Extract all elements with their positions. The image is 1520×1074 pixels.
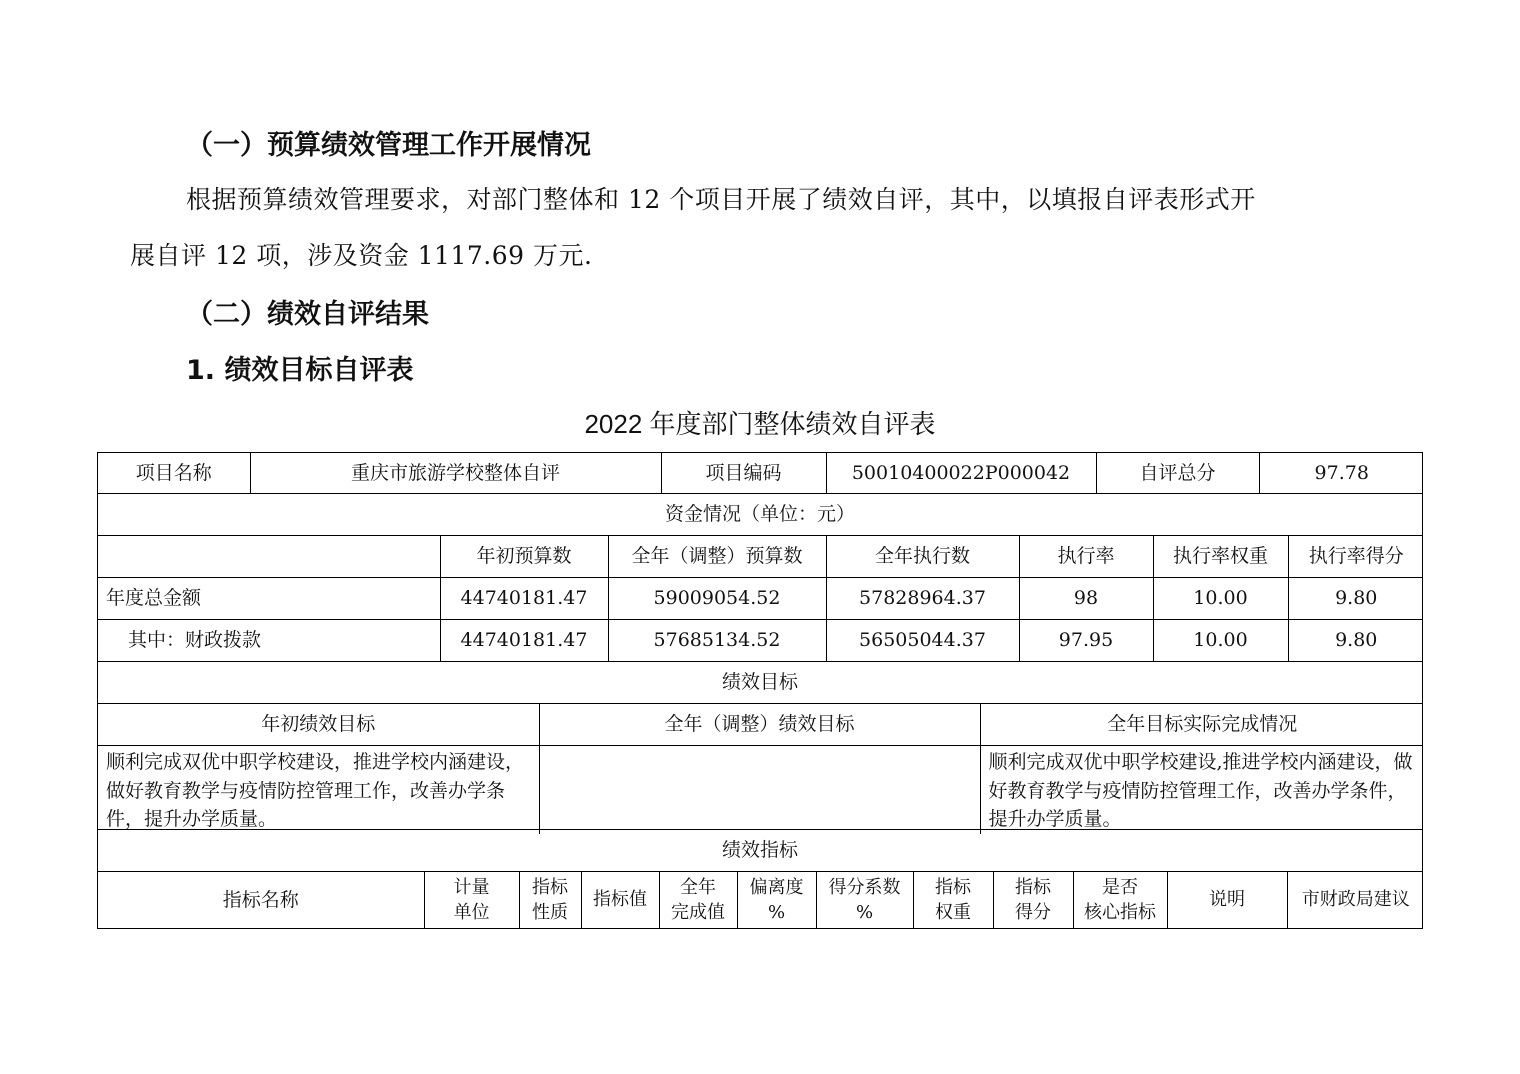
indicators-header: 绩效指标	[721, 839, 798, 862]
goal-adjusted-text	[539, 746, 980, 834]
section-heading-3: 1. 绩效目标自评表	[186, 355, 414, 386]
indicator-col-score	[993, 872, 1073, 928]
funds-row-label: 其中：财政拨款	[128, 629, 262, 652]
funds-col-initial-budget: 年初预算数	[440, 536, 608, 577]
goals-header: 绩效目标	[721, 671, 798, 694]
indicator-col-unit-line1: 计量	[453, 876, 490, 898]
funds-cell: 57828964.37	[826, 578, 1019, 619]
indicators-header-row	[97, 830, 1423, 872]
goals-content-row	[97, 746, 1423, 830]
section-heading-1: （一）预算绩效管理工作开展情况	[186, 130, 591, 161]
project-code-value: 50010400022P000042	[826, 453, 1096, 493]
funds-row-label: 年度总金额	[106, 587, 202, 610]
indicator-col-deviation-line2: %	[767, 902, 786, 923]
funds-cell: 59009054.52	[608, 578, 826, 619]
goal-actual-text: 顺利完成双优中职学校建设,推进学校内涵建设，做好教育教学与疫情防控管理工作，改善办学条件，提升办学质量。	[980, 746, 1424, 834]
indicator-columns-row	[97, 872, 1423, 929]
indicator-col-score-line2: 得分	[1015, 902, 1051, 923]
section-heading-2: （二）绩效自评结果	[186, 299, 429, 330]
table-row	[97, 578, 1423, 620]
funds-col-rate-weight: 执行率权重	[1153, 536, 1288, 577]
funds-cell: 10.00	[1153, 578, 1288, 619]
indicator-col-core-line2: 核心指标	[1084, 902, 1156, 923]
table-row	[97, 620, 1423, 662]
goals-col-actual: 全年目标实际完成情况	[980, 704, 1424, 745]
funds-col-empty	[98, 536, 440, 577]
funds-cell: 10.00	[1153, 620, 1288, 661]
funds-cell: 98	[1019, 578, 1153, 619]
project-code-label: 项目编码	[661, 453, 826, 493]
indicator-col-score-line1: 指标	[1015, 876, 1051, 898]
indicator-col-weight-line2: 权重	[935, 902, 971, 923]
funds-columns-row	[97, 536, 1423, 578]
funds-header-row	[97, 494, 1423, 536]
indicator-col-unit-line2: 单位	[453, 902, 490, 923]
indicator-col-suggestion: 市财政局建议	[1287, 872, 1424, 928]
project-info-row	[97, 452, 1423, 494]
paragraph-line-2: 展自评 12 项，涉及资金 1117.69 万元.	[130, 241, 593, 270]
funds-cell: 9.80	[1288, 620, 1424, 661]
indicator-col-value: 指标值	[581, 872, 659, 928]
indicator-col-weight	[913, 872, 993, 928]
funds-cell: 44740181.47	[440, 578, 608, 619]
goals-columns-row	[97, 704, 1423, 746]
funds-col-adjusted-budget: 全年（调整）预算数	[608, 536, 826, 577]
paragraph-line-1: 根据预算绩效管理要求，对部门整体和 12 个项目开展了绩效自评，其中，以填报自评表形式开	[186, 185, 1256, 214]
goals-header-row	[97, 662, 1423, 704]
indicator-col-done	[659, 872, 737, 928]
indicator-col-core-line1: 是否	[1102, 876, 1138, 898]
indicator-col-coefficient-line1: 得分系数	[828, 876, 901, 898]
indicator-col-deviation-line1: 偏离度	[749, 876, 804, 898]
funds-cell: 9.80	[1288, 578, 1424, 619]
funds-cell: 44740181.47	[440, 620, 608, 661]
table-title: 2022 年度部门整体绩效自评表	[584, 409, 936, 439]
indicator-col-core	[1073, 872, 1167, 928]
indicator-col-done-line2: 完成值	[671, 902, 725, 923]
goals-col-initial: 年初绩效目标	[261, 713, 376, 736]
indicator-col-name: 指标名称	[222, 888, 299, 911]
indicator-col-done-line1: 全年	[680, 876, 716, 898]
indicator-col-note: 说明	[1167, 872, 1287, 928]
project-name-label: 项目名称	[135, 461, 212, 484]
goals-col-adjusted: 全年（调整）绩效目标	[539, 704, 980, 745]
funds-cell: 57685134.52	[608, 620, 826, 661]
indicator-col-deviation	[737, 872, 816, 928]
funds-col-rate-score: 执行率得分	[1288, 536, 1424, 577]
indicator-col-weight-line1: 指标	[935, 876, 971, 898]
total-score-value: 97.78	[1259, 453, 1424, 493]
indicator-col-nature-line1: 指标	[532, 876, 568, 898]
goal-initial-text: 顺利完成双优中职学校建设，推进学校内涵建设，做好教育教学与疫情防控管理工作，改善办学条件，提升办学质量。	[106, 751, 525, 830]
indicator-col-unit	[424, 872, 519, 928]
funds-col-rate: 执行率	[1019, 536, 1153, 577]
funds-cell: 97.95	[1019, 620, 1153, 661]
funds-cell: 56505044.37	[826, 620, 1019, 661]
indicator-col-nature	[519, 872, 581, 928]
indicator-col-coefficient	[816, 872, 913, 928]
funds-col-executed: 全年执行数	[826, 536, 1019, 577]
indicator-col-coefficient-line2: %	[855, 902, 874, 923]
indicator-col-nature-line2: 性质	[532, 902, 568, 923]
project-name-value: 重庆市旅游学校整体自评	[250, 453, 661, 493]
total-score-label: 自评总分	[1096, 453, 1259, 493]
funds-header: 资金情况（单位：元）	[664, 503, 855, 526]
